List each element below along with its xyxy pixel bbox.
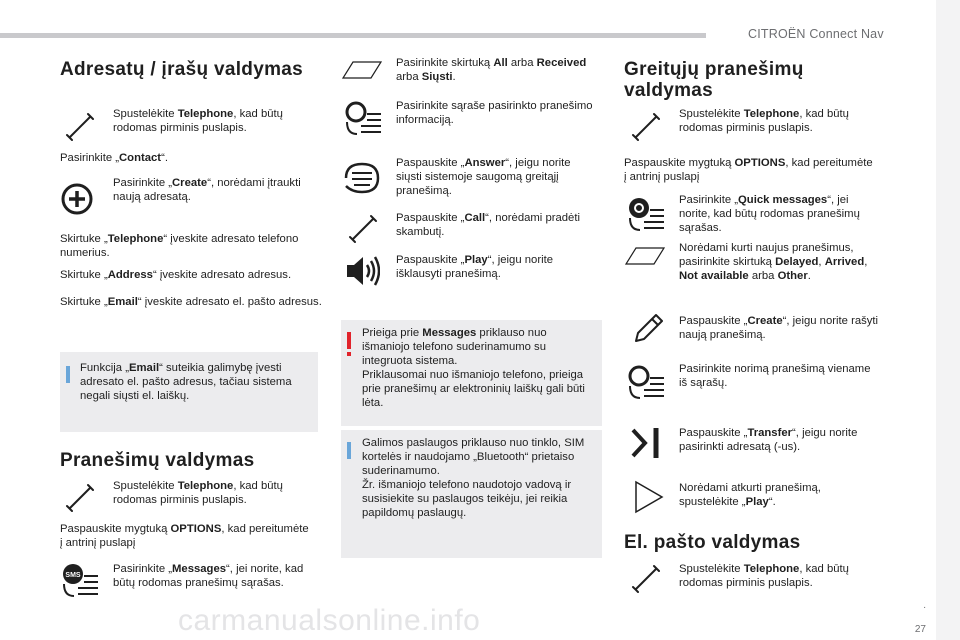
section-title-quick-messages: Greitųjų pranešimų valdymas — [624, 59, 804, 101]
para-options: Paspauskite mygtuką OPTIONS, kad pereitumėte į antrinį puslapį — [60, 523, 309, 549]
info-marker — [347, 442, 351, 459]
para-contact: Pasirinkite „Contact“. — [60, 152, 168, 164]
sms-label: SMS — [65, 572, 81, 579]
para-telephone: Spustelėkite Telephone, kad būtų rodomas pirminis puslapis. — [113, 108, 283, 134]
tab-parallelogram-icon — [624, 244, 668, 268]
info-email-text: Funkcija „Email“ suteikia galimybę įvesti adresato el. pašto adresus, tačiau sistema negali siųsti el. laiškų. — [80, 362, 292, 402]
para-email-telephone: Spustelėkite Telephone, kad būtų rodomas pirminis puslapis. — [679, 563, 849, 589]
para-telephone-3: Spustelėkite Telephone, kad būtų rodomas pirminis puslapis. — [679, 108, 849, 134]
play-triangle-icon — [632, 478, 666, 516]
para-new-message-tabs: Norėdami kurti naujus pranešimus, pasirinkite skirtuką Delayed, Arrived, Not available arba Other. — [679, 242, 868, 282]
sms-list-icon — [60, 562, 100, 600]
para-tabs: Pasirinkite skirtuką All arba Received arba Siųsti. — [396, 57, 587, 83]
speaker-volume-icon — [344, 254, 380, 288]
page-edge-strip — [936, 0, 960, 640]
message-bubble-icon — [342, 160, 382, 196]
phone-handset-icon — [630, 110, 662, 142]
info-marker — [66, 366, 70, 383]
phone-handset-icon — [64, 481, 96, 513]
para-create-contact: Pasirinkite „Create“, norėdami įtraukti naują adresatą. — [113, 177, 301, 203]
transfer-arrow-icon — [630, 424, 664, 462]
contact-list-icon — [626, 364, 666, 402]
para-answer: Paspauskite „Answer“, jeigu norite siųsti sistemoje saugomą greitąjį pranešimą. — [396, 157, 571, 197]
para-phone-tab: Skirtuke „Telephone“ įveskite adresato telefono numerius. — [60, 233, 299, 259]
para-address-tab: Skirtuke „Address“ įveskite adresato adresus. — [60, 269, 292, 281]
para-select-info: Pasirinkite sąraše pasirinkto pranešimo informaciją. — [396, 100, 593, 126]
para-choose-message: Pasirinkite norimą pranešimą viename iš sąrašų. — [679, 363, 871, 389]
header-bar — [0, 33, 706, 38]
section-title-contacts: Adresatų / įrašų valdymas — [60, 59, 303, 80]
phone-handset-icon — [630, 562, 662, 594]
para-call: Paspauskite „Call“, norėdami pradėti skambutį. — [396, 212, 580, 238]
para-create-message: Paspauskite „Create“, jeigu norite rašyti naują pranešimą. — [679, 315, 879, 341]
info-box-email — [60, 352, 318, 432]
warning-dot — [347, 352, 351, 356]
para-transfer: Paspauskite „Transfer“, jeigu norite pasirinkti adresatą (-us). — [679, 427, 858, 453]
info-box-services — [341, 430, 602, 558]
pencil-icon — [631, 312, 665, 346]
para-quick-messages: Pasirinkite „Quick messages“, jei norite, kad būtų rodomas pranešimų sąrašas. — [679, 194, 860, 234]
para-messages: Pasirinkite „Messages“, jei norite, kad būtų rodomas pranešimų sąrašas. — [113, 563, 304, 589]
plus-circle-icon — [61, 183, 93, 215]
para-play-message: Norėdami atkurti pranešimą, spustelėkite „Play“. — [679, 482, 821, 508]
page-number: 27 — [914, 624, 926, 635]
quick-message-list-icon — [626, 196, 666, 234]
warning-marker — [347, 332, 351, 349]
para-play: Paspauskite „Play“, jeigu norite išklausyti pranešimą. — [396, 254, 554, 280]
contact-list-icon — [343, 100, 383, 138]
tab-parallelogram-icon — [341, 58, 385, 82]
section-title-messages: Pranešimų valdymas — [60, 450, 255, 471]
para-options-2: Paspauskite mygtuką OPTIONS, kad pereitumėte į antrinį puslapį — [624, 157, 873, 183]
watermark: carmanualsonline.info — [178, 604, 481, 637]
continuation-dot: . — [923, 600, 926, 611]
phone-handset-icon — [64, 110, 96, 142]
para-email-tab: Skirtuke „Email“ įveskite adresato el. pašto adresus. — [60, 296, 322, 308]
info-services-text: Galimos paslaugos priklauso nuo tinklo, SIM kortelės ir naudojamo „Bluetooth“ prietaiso suderinamumo. Žr. išmaniojo telefono naudotojo vadovą ir susisiekite su paslaugos teikėju, jei reikia papildomų paslaugų. — [362, 437, 585, 519]
brand-label: CITROËN Connect Nav — [748, 27, 884, 41]
phone-handset-icon — [347, 212, 379, 244]
section-title-email: El. pašto valdymas — [624, 532, 801, 553]
warning-box — [341, 320, 602, 426]
warning-text: Prieiga prie Messages priklauso nuo išmaniojo telefono suderinamumo su integruota sistema. Priklausomai nuo išmaniojo telefono, prieiga prie pranešimų ar elektroninių laiškų gali būti lėta. — [362, 327, 585, 409]
para-telephone-2: Spustelėkite Telephone, kad būtų rodomas pirminis puslapis. — [113, 480, 283, 506]
